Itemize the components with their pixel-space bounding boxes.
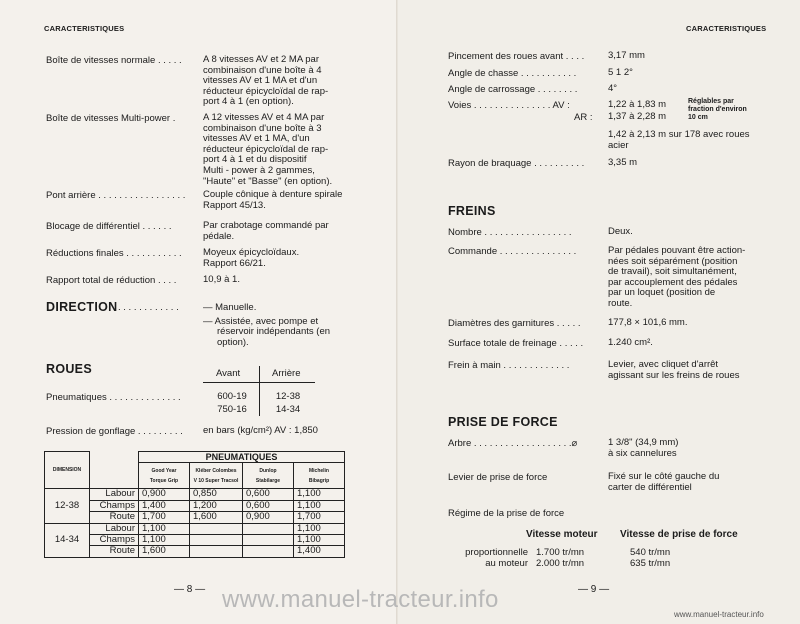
pto-speed-values: 540 tr/mn 635 tr/mn <box>630 547 671 569</box>
watermark-small: www.manuel-tracteur.info <box>674 610 764 619</box>
track-adjust-note: Réglables par fraction d'environ 10 cm <box>688 98 747 121</box>
watermark: www.manuel-tracteur.info <box>222 586 499 613</box>
turning-label: Rayon de braquage . . . . . . . . . . <box>448 158 585 169</box>
col-rear-header: Arrière <box>272 368 301 379</box>
pto-lever-value: Fixé sur le côté gauche du carter de différentiel <box>608 471 720 493</box>
caster-value: 5 1 2° <box>608 67 633 78</box>
rear-axle-label: Pont arrière . . . . . . . . . . . . . . . . . <box>46 190 186 201</box>
final-drive-label: Réductions finales . . . . . . . . . . . <box>46 248 182 259</box>
pneumatiques-header: PNEUMATIQUES <box>139 452 345 463</box>
table-row: 14-34 Labour 1,100 1,100 <box>45 523 345 534</box>
brand-goodyear: Good Year Torque Grip <box>139 463 190 489</box>
page-number: — 8 — <box>174 584 206 595</box>
direction-value: — Manuelle. — Assistée, avec pompe et réservoir indépendants (en option). <box>203 302 331 348</box>
col-pto-speed: Vitesse de prise de force <box>620 529 738 540</box>
brake-control-label: Commande . . . . . . . . . . . . . . . <box>448 246 577 257</box>
table-row: Champs 1,400 1,200 0,600 1,100 <box>45 500 345 511</box>
right-page <box>398 0 800 624</box>
pto-lever-label: Levier de prise de force <box>448 472 548 483</box>
brand-michelin: Michelin Bibagrip <box>294 463 345 489</box>
camber-value: 4° <box>608 83 618 94</box>
brake-number-value: Deux. <box>608 226 633 237</box>
brake-control-value: Par pédales pouvant être action- nées soit séparément (position de travail), soit simultanément, par accouplement des pédales par un loquet (position de route. <box>608 245 746 309</box>
lining-diam-value: 177,8 × 101,6 mm. <box>608 317 688 328</box>
front-tyre-sizes: 600-19 750-16 <box>217 391 247 415</box>
tyres-label: Pneumatiques . . . . . . . . . . . . . . <box>46 392 181 403</box>
roues-column-divider <box>259 366 260 416</box>
page-header: CARACTERISTIQUES <box>686 24 767 33</box>
track-extra: 1,42 à 2,13 m sur 178 avec roues acier <box>608 129 750 151</box>
brake-number-label: Nombre . . . . . . . . . . . . . . . . . <box>448 227 572 238</box>
camber-label: Angle de carrossage . . . . . . . . <box>448 84 578 95</box>
table-row: Route 1,700 1,600 0,900 1,700 <box>45 512 345 523</box>
row-proportional: proportionnelle au moteur <box>465 547 528 569</box>
total-ratio-label: Rapport total de réduction . . . . <box>46 275 177 286</box>
pto-shaft-value: 1 3/8" (34,9 mm) à six cannelures <box>608 437 679 459</box>
rear-axle-value: Couple cônique à denture spirale Rapport 45/13. <box>203 189 343 211</box>
page-header: CARACTERISTIQUES <box>44 24 125 33</box>
dimension-header: DIMENSION <box>45 452 90 489</box>
col-front-header: Avant <box>216 368 241 379</box>
braking-surface-value: 1.240 cm². <box>608 337 653 348</box>
direction-dots: . . . . . . . . . . . . <box>118 302 179 313</box>
final-drive-value: Moyeux épicycloïdaux. Rapport 66/21. <box>203 247 300 269</box>
track-ar-label: AR : <box>574 112 593 123</box>
left-page <box>0 0 398 624</box>
rear-tyre-sizes: 12-38 14-34 <box>275 391 301 415</box>
col-engine-speed: Vitesse moteur <box>526 529 598 540</box>
gearbox-multi-label: Boîte de vitesses Multi-power . <box>46 113 176 124</box>
lining-diam-label: Diamètres des garnitures . . . . . <box>448 318 581 329</box>
dim-cell: 12-38 <box>45 489 90 523</box>
diff-lock-value: Par crabotage commandé par pédale. <box>203 220 329 242</box>
brand-kleber: Kléber Colombes V 10 Super Tracsol <box>190 463 243 489</box>
caster-label: Angle de chasse . . . . . . . . . . . <box>448 68 577 79</box>
toe-in-label: Pincement des roues avant . . . . <box>448 51 585 62</box>
engine-speed-values: 1.700 tr/mn 2.000 tr/mn <box>536 547 585 569</box>
pto-regime-label: Régime de la prise de force <box>448 508 565 519</box>
braking-surface-label: Surface totale de freinage . . . . . <box>448 338 584 349</box>
gearbox-normal-value: A 8 vitesses AV et 2 MA par combinaison d'une boîte à 4 vitesses AV et 1 MA et d'un réducteur épicycloïdal de rap- port 4 à 1 (en option). <box>203 54 329 108</box>
table-row: 12-38 Labour 0,900 0,850 0,600 1,100 <box>45 489 345 500</box>
turning-value: 3,35 m <box>608 157 638 168</box>
toe-in-value: 3,17 mm <box>608 50 645 61</box>
handbrake-label: Frein à main . . . . . . . . . . . . . <box>448 360 570 371</box>
tyre-pressure-table <box>44 451 345 558</box>
pto-title: PRISE DE FORCE <box>448 415 558 429</box>
track-ar-value: 1,37 à 2,28 m <box>608 111 667 122</box>
freins-title: FREINS <box>448 204 496 218</box>
gearbox-multi-value: A 12 vitesses AV et 4 MA par combinaison d'une boîte à 3 vitesses AV et 1 MA, d'un réducteur épicycloïdal de rap- port 4 à 1 et du dispositif Multi - power à 2 gammes, "Haute" et "Basse" (en option). <box>203 112 333 187</box>
pto-shaft-label: Arbre . . . . . . . . . . . . . . . . . . .⌀ <box>448 438 578 449</box>
brand-dunlop: Dunlop Stabilarge <box>243 463 294 489</box>
pressure-value: en bars (kg/cm²) AV : 1,850 <box>203 425 318 436</box>
roues-title: ROUES <box>46 362 92 376</box>
diff-lock-label: Blocage de différentiel . . . . . . <box>46 221 172 232</box>
table-row: Champs 1,100 1,100 <box>45 535 345 546</box>
page-number: — 9 — <box>578 584 610 595</box>
total-ratio-value: 10,9 à 1. <box>203 274 240 285</box>
table-row: Route 1,600 1,400 <box>45 546 345 557</box>
track-label: Voies . . . . . . . . . . . . . . . AV : <box>448 100 570 111</box>
gearbox-normal-label: Boîte de vitesses normale . . . . . <box>46 55 182 66</box>
handbrake-value: Levier, avec cliquet d'arrêt agissant sur les freins de roues <box>608 359 740 381</box>
pressure-label: Pression de gonflage . . . . . . . . . <box>46 426 183 437</box>
dim-cell: 14-34 <box>45 523 90 557</box>
direction-title: DIRECTION <box>46 300 118 314</box>
track-av-value: 1,22 à 1,83 m <box>608 99 667 110</box>
